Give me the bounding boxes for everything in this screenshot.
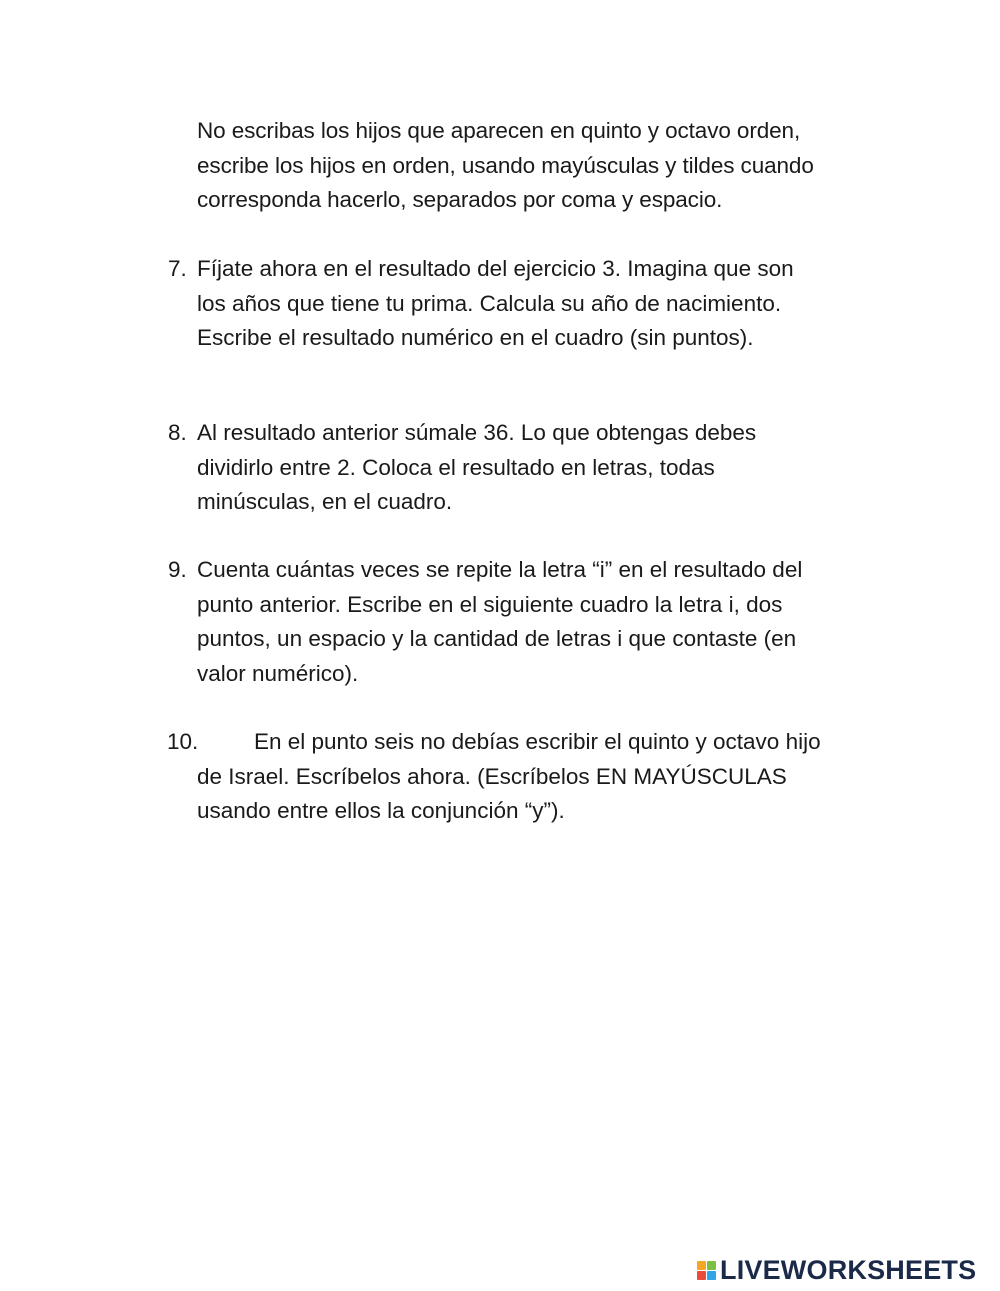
question-text [197, 725, 877, 829]
question-number: 9. [168, 557, 187, 582]
liveworksheets-logo [697, 1256, 976, 1284]
question-line: Al resultado anterior súmale 36. Lo que obtengas debes [197, 420, 757, 445]
question-text [197, 416, 877, 520]
question-line: En el punto seis no debías escribir el quinto y octavo hijo [254, 729, 821, 754]
question-line: punto anterior. Escribe en el siguiente cuadro la letra i, dos [197, 591, 783, 617]
question-text [197, 252, 877, 356]
question-line: de Israel. Escríbelos ahora. (Escríbelos EN MAYÚSCULAS [197, 763, 787, 789]
question-line: usando entre ellos la conjunción “y”). [197, 798, 565, 823]
question-line: los años que tiene tu prima. Calcula su año de nacimiento. [197, 290, 782, 316]
question-line: Escribe el resultado numérico en el cuadro (sin puntos). [197, 325, 754, 350]
question-line: Fíjate ahora en el resultado del ejercicio 3. Imagina que son [197, 256, 794, 281]
logo-block [707, 1271, 716, 1280]
logo-text: LIVEWORKSHEETS [720, 1255, 977, 1285]
question-number: 8. [168, 420, 187, 445]
question-number: 7. [168, 256, 187, 281]
question-line: Cuenta cuántas veces se repite la letra “i” en el resultado del [197, 557, 803, 582]
intro-line: corresponda hacerlo, separados por coma y espacio. [197, 187, 723, 212]
intro-paragraph [197, 114, 877, 218]
logo-block [697, 1271, 706, 1280]
intro-line: escribe los hijos en orden, usando mayúsculas y tildes cuando [197, 152, 814, 178]
logo-block [707, 1261, 716, 1270]
logo-blocks-icon [697, 1261, 716, 1280]
question-line: puntos, un espacio y la cantidad de letras i que contaste (en [197, 626, 797, 651]
logo-block [697, 1261, 706, 1270]
question-line: valor numérico). [197, 660, 359, 686]
question-number: 10. [167, 729, 199, 754]
question-line: dividirlo entre 2. Coloca el resultado en letras, todas [197, 454, 715, 480]
intro-line: No escribas los hijos que aparecen en quinto y octavo orden, [197, 118, 801, 143]
question-text [197, 553, 877, 691]
question-line: minúsculas, en el cuadro. [197, 489, 453, 514]
